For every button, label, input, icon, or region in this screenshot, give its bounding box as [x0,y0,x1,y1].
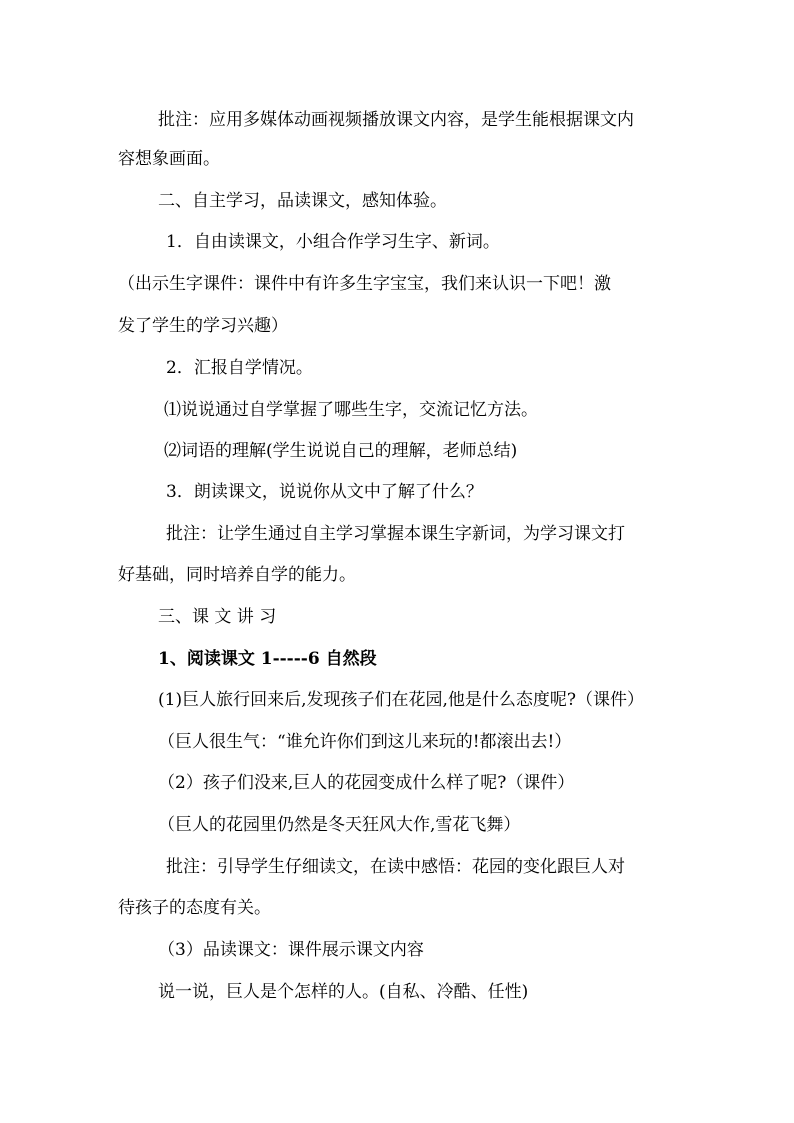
section-2-heading: 二、自主学习，品读课文，感知体验。 [158,191,447,211]
annotation-2-line-2: 好基础，同时培养自学的能力。 [118,565,356,585]
step-1: 1．自由读课文，小组合作学习生字、新词。 [166,232,500,252]
step-2-item-2: ⑵词语的理解(学生说说自己的理解，老师总结) [164,441,518,461]
item-3: （3）品读课文：课件展示课文内容 [158,940,424,960]
section-3-heading: 三、课 文 讲 习 [158,607,277,627]
annotation-1-line-2: 容想象画面。 [118,149,220,169]
reading-item-1: 1、阅读课文 1-----6 自然段 [158,649,377,669]
annotation-3-line-2: 待孩子的态度有关。 [118,898,271,918]
step-2-item-1: ⑴说说通过自学掌握了哪些生字，交流记忆方法。 [164,400,538,420]
step-2: 2．汇报自学情况。 [166,358,313,378]
annotation-1-line-1: 批注：应用多媒体动画视频播放课文内容，是学生能根据课文内 [158,110,634,130]
step-3: 3．朗读课文，说说你从文中了解了什么？ [166,482,483,502]
answer-1: （巨人很生气：“谁允许你们到这儿来玩的!都滚出去!） [158,732,572,752]
courseware-note-line-2: 发了学生的学习兴趣） [118,316,288,336]
annotation-2-line-1: 批注：让学生通过自主学习掌握本课生字新词，为学习课文打 [166,524,625,544]
annotation-3-line-1: 批注：引导学生仔细读文，在读中感悟：花园的变化跟巨人对 [166,857,625,877]
answer-2: （巨人的花园里仍然是冬天狂风大作,雪花飞舞） [158,815,521,835]
question-2: （2）孩子们没来,巨人的花园变成什么样了呢?（课件） [158,773,575,793]
courseware-note-line-1: （出示生字课件：课件中有许多生字宝宝，我们来认识一下吧！激 [118,274,611,294]
question-1: (1)巨人旅行回来后,发现孩子们在花园,他是什么态度呢?（课件） [158,690,645,710]
item-3-prompt: 说一说，巨人是个怎样的人。(自私、冷酷、任性) [158,982,529,1002]
